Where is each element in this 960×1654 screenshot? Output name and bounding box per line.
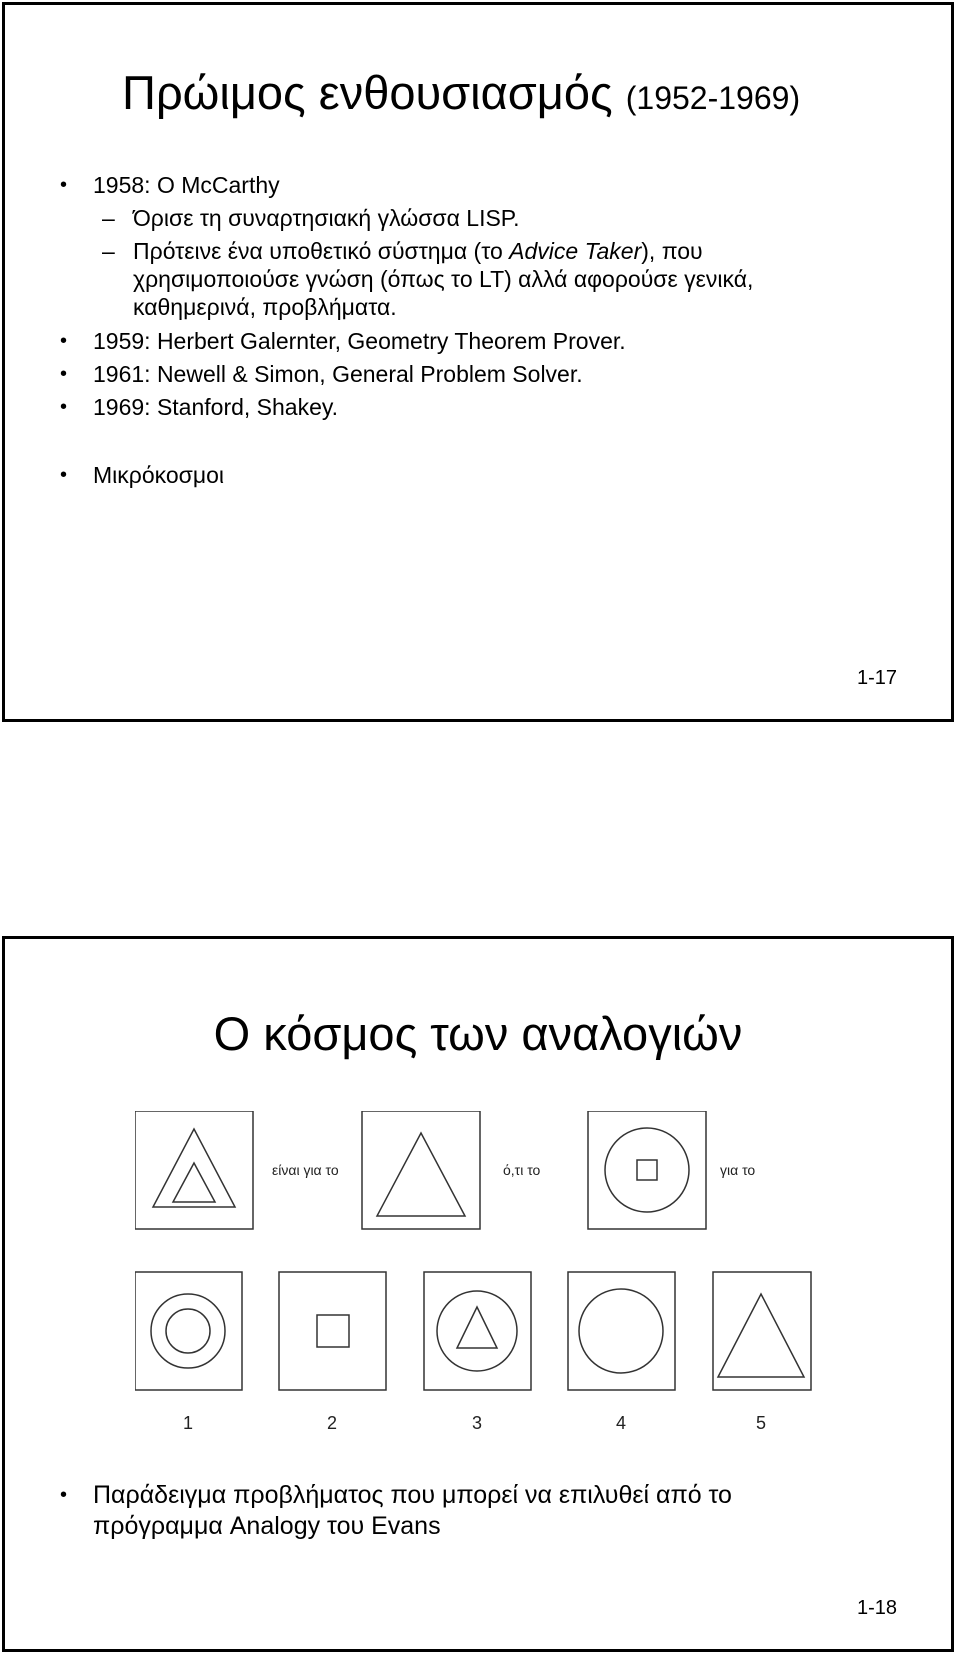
- bullet-icon: •: [60, 330, 68, 352]
- figure-c: [588, 1111, 706, 1229]
- option-label-3: 3: [471, 1413, 483, 1433]
- option-figure-4[interactable]: [568, 1272, 675, 1390]
- bullet-item: Μικρόκοσμοι: [93, 462, 225, 488]
- bullet-icon: •: [60, 396, 68, 418]
- caption-line-2: πρόγραμμα Analogy του Evans: [93, 1512, 441, 1540]
- text-run: Πρότεινε ένα υποθετικό σύστημα (το: [133, 238, 510, 264]
- sub-bullet-continuation: καθημερινά, προβλήματα.: [133, 294, 397, 320]
- option-figure-5[interactable]: [713, 1272, 811, 1390]
- option-label-2: 2: [326, 1413, 338, 1433]
- slide-title: Ο κόσμος των αναλογιών: [213, 1007, 743, 1060]
- advice-taker-term: Advice Taker: [509, 238, 642, 264]
- analogy-text-3: για το: [720, 1162, 756, 1178]
- option-figure-2[interactable]: [279, 1272, 386, 1390]
- dash-icon: –: [102, 205, 115, 231]
- option-figure-3[interactable]: [424, 1272, 531, 1390]
- text-run: ), που: [641, 238, 703, 264]
- option-label-5: 5: [755, 1413, 767, 1433]
- sub-bullet-item: Όρισε τη συναρτησιακή γλώσσα LISP.: [133, 205, 520, 231]
- figure-a: [135, 1111, 253, 1229]
- bullet-icon: •: [60, 174, 68, 196]
- sub-bullet-continuation: χρησιμοποιούσε γνώση (όπως το LT) αλλά αφορούσε γενικά,: [133, 266, 754, 292]
- option-label-1: 1: [182, 1413, 194, 1433]
- bullet-icon: •: [60, 464, 68, 486]
- bullet-item: 1969: Stanford, Shakey.: [93, 394, 339, 420]
- title-years: (1952-1969): [625, 80, 801, 116]
- bullet-icon: •: [60, 363, 68, 385]
- slide-title: [122, 65, 800, 120]
- bullet-icon: •: [60, 1484, 68, 1506]
- slide-1-18: [2, 936, 954, 1652]
- analogy-text-2: ό,τι το: [503, 1162, 541, 1178]
- bullet-item: 1961: Newell & Simon, General Problem Solver.: [93, 361, 583, 387]
- title-main: Πρώιμος ενθουσιασμός: [122, 66, 613, 119]
- analogy-text-1: είναι για το: [272, 1162, 339, 1178]
- option-figure-1[interactable]: [135, 1272, 242, 1390]
- sub-bullet-item: [133, 237, 703, 265]
- bullet-item: 1959: Herbert Galernter, Geometry Theorem Prover.: [93, 328, 626, 354]
- evans-analogy-diagram: [135, 1111, 855, 1451]
- page-number: 1-17: [856, 667, 897, 689]
- slide-1-17: [2, 2, 954, 722]
- option-label-4: 4: [615, 1413, 627, 1433]
- figure-b: [362, 1111, 480, 1229]
- bullet-item: 1958: Ο McCarthy: [93, 172, 280, 198]
- dash-icon: –: [102, 238, 115, 264]
- page-number: 1-18: [856, 1597, 897, 1619]
- caption-line-1: Παράδειγμα προβλήματος που μπορεί να επιλυθεί από το: [93, 1481, 732, 1509]
